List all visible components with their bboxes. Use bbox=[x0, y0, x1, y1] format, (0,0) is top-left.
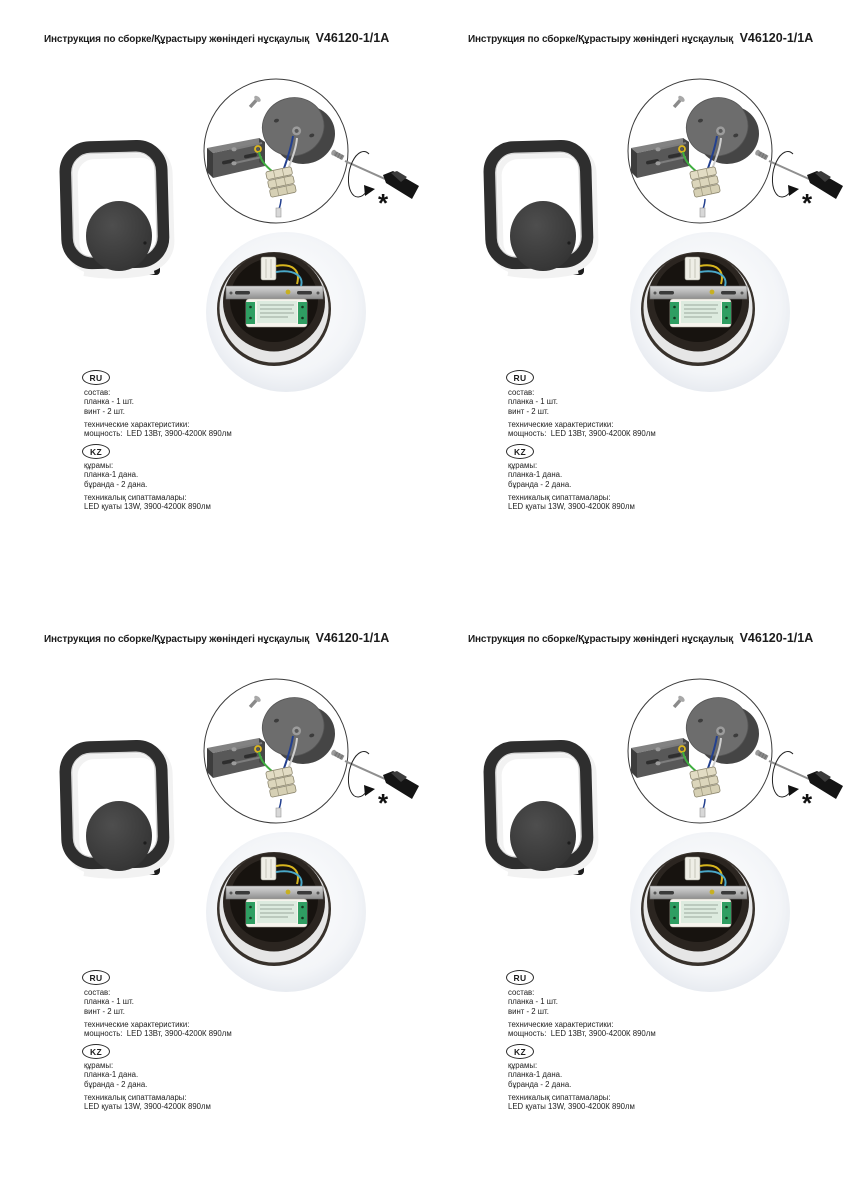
ru-specs-line: мощность: LED 13Вт, 3900-4200К 890лм bbox=[84, 429, 232, 439]
ru-specs bbox=[508, 420, 656, 439]
driver-terminal-right bbox=[722, 902, 731, 924]
instruction-page bbox=[0, 0, 424, 600]
top-connector bbox=[685, 257, 700, 280]
model-number: V46120-1/1A bbox=[315, 631, 390, 645]
model-number: V46120-1/1A bbox=[315, 31, 390, 45]
ground-screw bbox=[286, 290, 291, 295]
terminal-block-drawing bbox=[266, 767, 297, 798]
ru-part-item: винт - 2 шт. bbox=[508, 406, 549, 416]
ru-part-item: планка - 1 шт. bbox=[508, 397, 558, 407]
terminal-block-drawing bbox=[266, 167, 297, 198]
ru-badge bbox=[506, 970, 534, 985]
ru-parts-title: состав: bbox=[84, 988, 111, 997]
wiring-photo bbox=[204, 830, 369, 995]
kz-specs-line: LED қуаты 13W, 3900-4200К 890лм bbox=[84, 502, 211, 512]
ru-specs-line: мощность: LED 13Вт, 3900-4200К 890лм bbox=[508, 1029, 656, 1039]
kz-part-item: планка-1 дана. bbox=[84, 470, 139, 480]
driver-box bbox=[246, 899, 307, 927]
instruction-title: Инструкция по сборке/Құрастыру жөніндегі нұсқаулық bbox=[468, 34, 734, 45]
kz-part-item: бұранда - 2 дана. bbox=[508, 479, 572, 489]
ru-specs-line: мощность: LED 13Вт, 3900-4200К 890лм bbox=[84, 1029, 232, 1039]
driver-terminal-right bbox=[722, 302, 731, 324]
kz-badge bbox=[506, 1044, 534, 1059]
kz-parts-title: құрамы: bbox=[84, 1061, 114, 1070]
kz-parts-list bbox=[508, 1061, 571, 1089]
wiring-photo bbox=[204, 230, 369, 395]
ru-parts-list bbox=[84, 388, 134, 416]
asterisk-note: * bbox=[802, 788, 813, 818]
ru-badge-label: RU bbox=[513, 372, 527, 383]
ru-specs bbox=[508, 1020, 656, 1039]
disc-screw bbox=[567, 241, 570, 244]
ru-specs bbox=[84, 420, 232, 439]
assembly-diagram bbox=[619, 72, 847, 232]
kz-part-item: планка-1 дана. bbox=[508, 470, 563, 480]
ru-parts-title: состав: bbox=[508, 988, 535, 997]
asterisk-note: * bbox=[378, 188, 389, 218]
disc-screw bbox=[143, 841, 146, 844]
driver-terminal-right bbox=[298, 902, 307, 924]
terminal-block-drawing bbox=[690, 167, 721, 198]
product-photo bbox=[478, 733, 603, 883]
ru-specs bbox=[84, 1020, 232, 1039]
kz-part-item: бұранда - 2 дана. bbox=[508, 1079, 572, 1089]
driver-terminal-left bbox=[670, 902, 679, 924]
ru-specs-title: технические характеристики: bbox=[84, 420, 190, 429]
page-title bbox=[468, 29, 813, 47]
kz-specs-title: техникалық сипаттамалары: bbox=[508, 493, 611, 502]
kz-specs bbox=[84, 493, 211, 512]
ru-parts-list bbox=[84, 988, 134, 1016]
wiring-photo bbox=[628, 830, 793, 995]
kz-specs-title: техникалық сипаттамалары: bbox=[84, 493, 187, 502]
ru-parts-list bbox=[508, 388, 558, 416]
page-title bbox=[44, 629, 389, 647]
driver-terminal-right bbox=[298, 302, 307, 324]
rotation-arrow bbox=[348, 752, 375, 797]
ru-badge bbox=[82, 970, 110, 985]
disc-screw bbox=[143, 241, 146, 244]
kz-badge bbox=[82, 1044, 110, 1059]
ru-badge bbox=[506, 370, 534, 385]
product-photo bbox=[478, 133, 603, 283]
kz-parts-title: құрамы: bbox=[508, 1061, 538, 1070]
rotation-arrow bbox=[772, 752, 799, 797]
rotation-arrow bbox=[348, 152, 375, 197]
wall-mount-disc bbox=[510, 201, 576, 271]
kz-badge-label: KZ bbox=[514, 1046, 526, 1057]
driver-box bbox=[670, 299, 731, 327]
kz-specs bbox=[84, 1093, 211, 1112]
kz-parts-list bbox=[84, 1061, 147, 1089]
terminal-block-drawing bbox=[690, 767, 721, 798]
mounting-bracket-photo bbox=[650, 286, 747, 299]
kz-parts-title: құрамы: bbox=[508, 461, 538, 470]
assembly-diagram bbox=[195, 72, 423, 232]
instruction-page bbox=[0, 600, 424, 1200]
ground-screw bbox=[286, 890, 291, 895]
ru-specs-title: технические характеристики: bbox=[84, 1020, 190, 1029]
asterisk-note: * bbox=[378, 788, 389, 818]
instruction-page bbox=[424, 0, 848, 600]
kz-specs bbox=[508, 493, 635, 512]
kz-part-item: бұранда - 2 дана. bbox=[84, 479, 148, 489]
ru-part-item: винт - 2 шт. bbox=[84, 1006, 125, 1016]
driver-terminal-left bbox=[246, 302, 255, 324]
ground-screw bbox=[710, 290, 715, 295]
kz-parts-list bbox=[84, 461, 147, 489]
driver-box bbox=[246, 299, 307, 327]
kz-parts-title: құрамы: bbox=[84, 461, 114, 470]
ru-specs-title: технические характеристики: bbox=[508, 420, 614, 429]
driver-box bbox=[670, 899, 731, 927]
asterisk-note: * bbox=[802, 188, 813, 218]
assembly-diagram bbox=[195, 672, 423, 832]
kz-specs-line: LED қуаты 13W, 3900-4200К 890лм bbox=[84, 1102, 211, 1112]
kz-specs bbox=[508, 1093, 635, 1112]
connector-pin bbox=[276, 208, 281, 217]
driver-terminal-left bbox=[670, 302, 679, 324]
ru-badge-label: RU bbox=[513, 972, 527, 983]
ru-badge bbox=[82, 370, 110, 385]
ru-specs-line: мощность: LED 13Вт, 3900-4200К 890лм bbox=[508, 429, 656, 439]
instruction-title: Инструкция по сборке/Құрастыру жөніндегі нұсқаулық bbox=[44, 34, 310, 45]
ru-parts-title: состав: bbox=[508, 388, 535, 397]
kz-specs-title: техникалық сипаттамалары: bbox=[508, 1093, 611, 1102]
ru-parts-title: состав: bbox=[84, 388, 111, 397]
assembly-diagram bbox=[619, 672, 847, 832]
kz-badge bbox=[506, 444, 534, 459]
mounting-bracket-photo bbox=[226, 886, 323, 899]
ru-part-item: винт - 2 шт. bbox=[84, 406, 125, 416]
kz-specs-title: техникалық сипаттамалары: bbox=[84, 1093, 187, 1102]
ground-screw bbox=[710, 890, 715, 895]
rotation-arrow bbox=[772, 152, 799, 197]
top-connector bbox=[261, 257, 276, 280]
instruction-title: Инструкция по сборке/Құрастыру жөніндегі нұсқаулық bbox=[44, 634, 310, 645]
kz-parts-list bbox=[508, 461, 571, 489]
mounting-bracket-photo bbox=[650, 886, 747, 899]
kz-badge-label: KZ bbox=[514, 446, 526, 457]
model-number: V46120-1/1A bbox=[739, 631, 814, 645]
page-title bbox=[44, 29, 389, 47]
product-photo bbox=[54, 733, 179, 883]
kz-badge bbox=[82, 444, 110, 459]
kz-part-item: планка-1 дана. bbox=[508, 1070, 563, 1080]
wall-mount-disc bbox=[86, 801, 152, 871]
ru-part-item: планка - 1 шт. bbox=[84, 397, 134, 407]
ru-part-item: планка - 1 шт. bbox=[84, 997, 134, 1007]
instruction-page bbox=[424, 600, 848, 1200]
ru-part-item: планка - 1 шт. bbox=[508, 997, 558, 1007]
top-connector bbox=[685, 857, 700, 880]
kz-part-item: бұранда - 2 дана. bbox=[84, 1079, 148, 1089]
connector-pin bbox=[700, 208, 705, 217]
mounting-bracket-photo bbox=[226, 286, 323, 299]
wiring-photo bbox=[628, 230, 793, 395]
ru-badge-label: RU bbox=[89, 972, 103, 983]
kz-specs-line: LED қуаты 13W, 3900-4200К 890лм bbox=[508, 502, 635, 512]
ru-part-item: винт - 2 шт. bbox=[508, 1006, 549, 1016]
disc-screw bbox=[567, 841, 570, 844]
wall-mount-disc bbox=[86, 201, 152, 271]
kz-badge-label: KZ bbox=[90, 446, 102, 457]
wall-mount-disc bbox=[510, 801, 576, 871]
kz-part-item: планка-1 дана. bbox=[84, 1070, 139, 1080]
ru-specs-title: технические характеристики: bbox=[508, 1020, 614, 1029]
connector-pin bbox=[276, 808, 281, 817]
kz-specs-line: LED қуаты 13W, 3900-4200К 890лм bbox=[508, 1102, 635, 1112]
page-title bbox=[468, 629, 813, 647]
product-photo bbox=[54, 133, 179, 283]
top-connector bbox=[261, 857, 276, 880]
ru-badge-label: RU bbox=[89, 372, 103, 383]
ru-parts-list bbox=[508, 988, 558, 1016]
kz-badge-label: KZ bbox=[90, 1046, 102, 1057]
driver-terminal-left bbox=[246, 902, 255, 924]
instruction-title: Инструкция по сборке/Құрастыру жөніндегі нұсқаулық bbox=[468, 634, 734, 645]
model-number: V46120-1/1A bbox=[739, 31, 814, 45]
connector-pin bbox=[700, 808, 705, 817]
